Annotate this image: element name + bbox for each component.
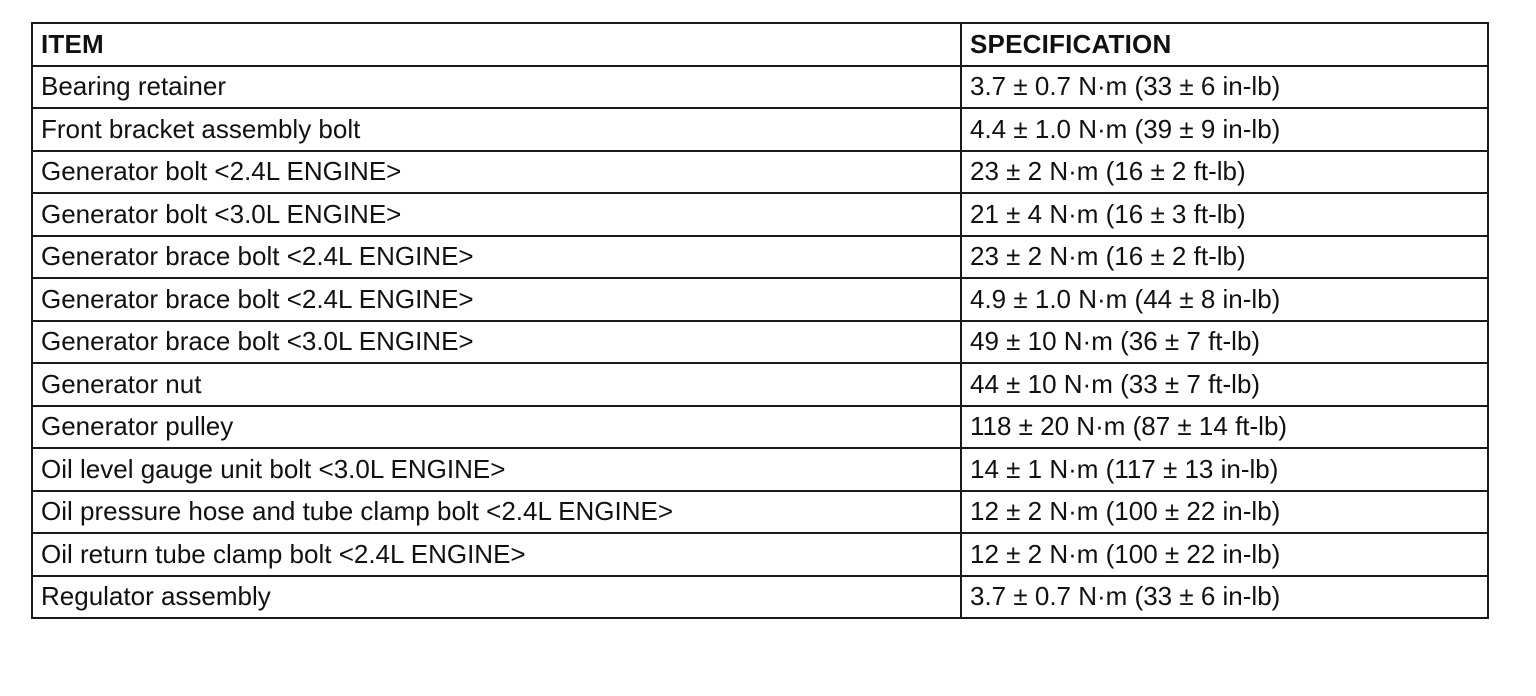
item-cell: Oil pressure hose and tube clamp bolt <2.4L ENGINE> xyxy=(32,491,961,534)
item-cell: Generator pulley xyxy=(32,406,961,449)
table-row xyxy=(32,406,1488,449)
specification-column-header: SPECIFICATION xyxy=(961,23,1488,66)
item-cell: Regulator assembly xyxy=(32,576,961,619)
item-cell: Generator brace bolt <2.4L ENGINE> xyxy=(32,278,961,321)
specification-cell: 3.7 ± 0.7 N·m (33 ± 6 in-lb) xyxy=(961,576,1488,619)
item-cell: Generator bolt <2.4L ENGINE> xyxy=(32,151,961,194)
table-row xyxy=(32,236,1488,279)
table-row xyxy=(32,193,1488,236)
table-row xyxy=(32,278,1488,321)
specification-cell: 44 ± 10 N·m (33 ± 7 ft-lb) xyxy=(961,363,1488,406)
specification-cell: 118 ± 20 N·m (87 ± 14 ft-lb) xyxy=(961,406,1488,449)
table-body xyxy=(32,66,1488,619)
item-column-header: ITEM xyxy=(32,23,961,66)
torque-spec-table xyxy=(31,22,1489,619)
specification-cell: 4.9 ± 1.0 N·m (44 ± 8 in-lb) xyxy=(961,278,1488,321)
specification-cell: 23 ± 2 N·m (16 ± 2 ft-lb) xyxy=(961,151,1488,194)
item-cell: Oil return tube clamp bolt <2.4L ENGINE> xyxy=(32,533,961,576)
specification-cell: 3.7 ± 0.7 N·m (33 ± 6 in-lb) xyxy=(961,66,1488,109)
table-row xyxy=(32,576,1488,619)
item-cell: Oil level gauge unit bolt <3.0L ENGINE> xyxy=(32,448,961,491)
table-row xyxy=(32,363,1488,406)
item-cell: Generator brace bolt <2.4L ENGINE> xyxy=(32,236,961,279)
specification-cell: 49 ± 10 N·m (36 ± 7 ft-lb) xyxy=(961,321,1488,364)
table-row xyxy=(32,108,1488,151)
item-cell: Generator bolt <3.0L ENGINE> xyxy=(32,193,961,236)
table-row xyxy=(32,533,1488,576)
table-row xyxy=(32,321,1488,364)
item-cell: Front bracket assembly bolt xyxy=(32,108,961,151)
item-cell: Generator brace bolt <3.0L ENGINE> xyxy=(32,321,961,364)
specification-cell: 12 ± 2 N·m (100 ± 22 in-lb) xyxy=(961,533,1488,576)
table-row xyxy=(32,491,1488,534)
table-row xyxy=(32,66,1488,109)
specification-cell: 4.4 ± 1.0 N·m (39 ± 9 in-lb) xyxy=(961,108,1488,151)
table-header-row xyxy=(32,23,1488,66)
table-row xyxy=(32,151,1488,194)
item-cell: Generator nut xyxy=(32,363,961,406)
specification-cell: 21 ± 4 N·m (16 ± 3 ft-lb) xyxy=(961,193,1488,236)
item-cell: Bearing retainer xyxy=(32,66,961,109)
specification-cell: 12 ± 2 N·m (100 ± 22 in-lb) xyxy=(961,491,1488,534)
table-row xyxy=(32,448,1488,491)
specification-cell: 14 ± 1 N·m (117 ± 13 in-lb) xyxy=(961,448,1488,491)
specification-cell: 23 ± 2 N·m (16 ± 2 ft-lb) xyxy=(961,236,1488,279)
